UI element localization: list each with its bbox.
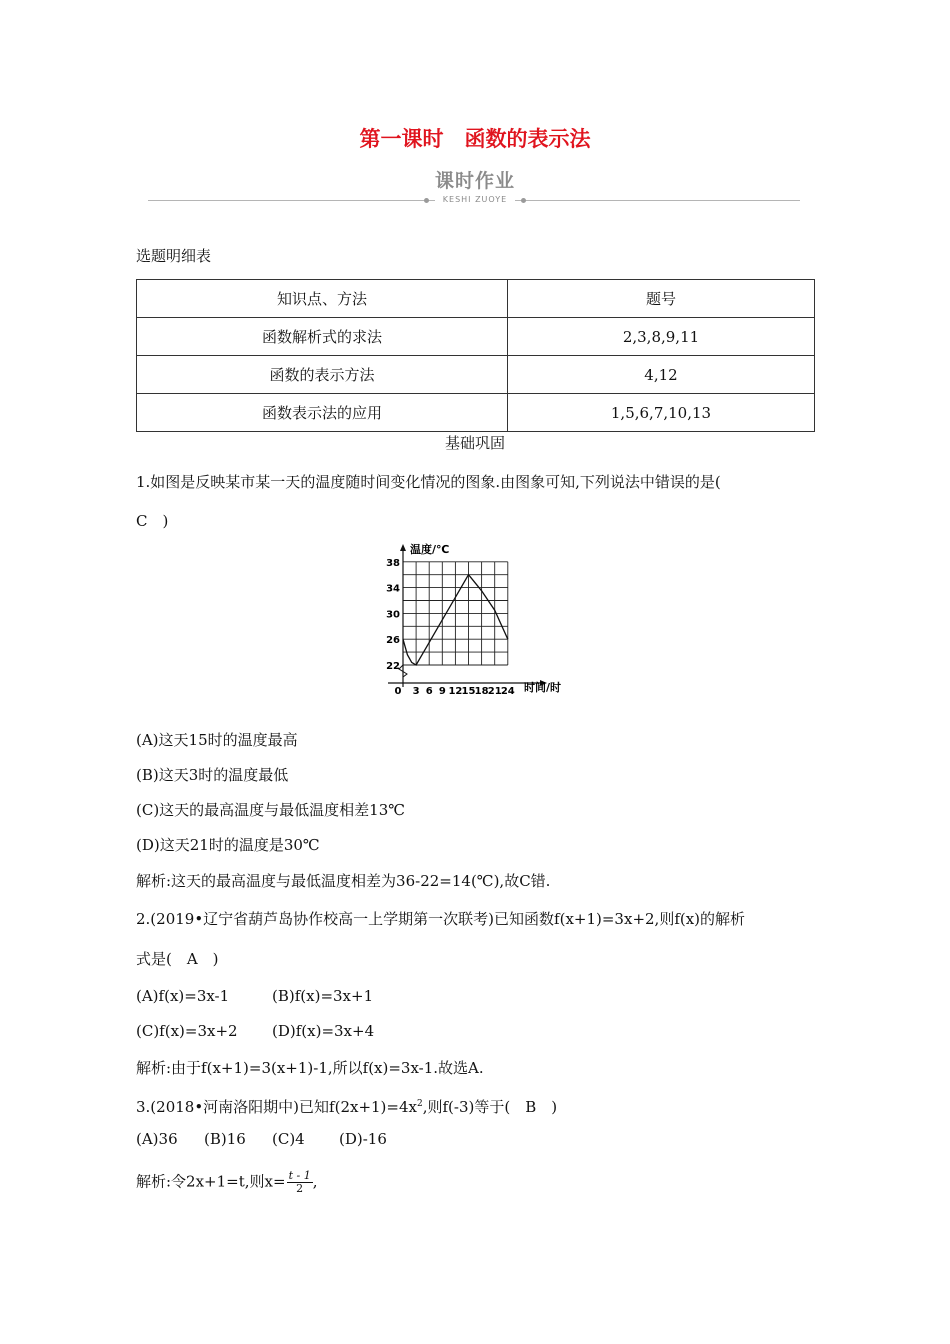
q2-option-a: (A)f(x)=3x-1 [136, 987, 230, 1005]
table-row [137, 394, 815, 432]
page-title: 第一课时 函数的表示法 [359, 127, 591, 151]
q2-analysis: 解析:由于f(x+1)=3(x+1)-1,所以f(x)=3x-1.故选A. [136, 1059, 484, 1077]
x-tick-label: 15 [461, 686, 476, 697]
chart-y-axis-label: 温度/℃ [410, 543, 450, 556]
q1-analysis: 解析:这天的最高温度与最低温度相差为36-22=14(℃),故C错. [136, 872, 551, 890]
q2-option-c: (C)f(x)=3x+2 [136, 1022, 238, 1040]
table-cell: 2,3,8,9,11 [508, 318, 815, 356]
table-header-row [137, 280, 815, 318]
q2-option-d: (D)f(x)=3x+4 [272, 1022, 375, 1040]
chart-x-axis-label: 时间/时 [524, 681, 562, 694]
subtitle-pinyin: KESHI ZUOYE [0, 195, 950, 204]
y-tick-label: 22 [386, 661, 400, 672]
table-row [137, 356, 815, 394]
table-cell: 函数表示法的应用 [137, 394, 508, 432]
q3-option-c: (C)4 [272, 1130, 305, 1148]
fraction: $\frac{t - 1}{2}$ [288, 1169, 311, 1195]
temperature-chart [380, 538, 570, 698]
q1-option-b: (B)这天3时的温度最低 [136, 766, 289, 784]
q3-option-b: (B)16 [204, 1130, 246, 1148]
table-cell: 4,12 [508, 356, 815, 394]
x-tick-label: 3 [412, 686, 420, 697]
q2-stem-line1: 2.(2019•辽宁省葫芦岛协作校高一上学期第一次联考)已知函数f(x+1)=3x+2,则f(x)的解析 [136, 910, 746, 928]
q1-stem: 1.如图是反映某市某一天的温度随时间变化情况的图象.由图象可知,下列说法中错误的是( [136, 473, 721, 491]
q3-analysis: 解析:令2x+1=t,则x= $\frac{t - 1}{2}$ , [136, 1169, 318, 1195]
table-header-cell: 题号 [508, 280, 815, 318]
y-tick-label: 26 [386, 635, 400, 647]
table-cell: 1,5,6,7,10,13 [508, 394, 815, 432]
y-axis-arrow [400, 544, 406, 551]
y-tick-label: 30 [386, 609, 400, 621]
y-tick-label: 38 [386, 557, 400, 569]
table-cell: 函数解析式的求法 [137, 318, 508, 356]
chart-axes [388, 544, 547, 687]
table-caption: 选题明细表 [136, 247, 212, 265]
x-tick-label: 18 [474, 686, 489, 697]
q3-option-a: (A)36 [136, 1130, 178, 1148]
x-tick-label: 0 [394, 686, 402, 697]
x-tick-label: 9 [438, 686, 446, 697]
q3-stem: 3.(2018•河南洛阳期中)已知$f(2x+1)=4x^2$,则f(-3)等于( B ) [136, 1098, 558, 1116]
x-tick-label: 21 [487, 686, 502, 697]
q1-answer: C ) [136, 512, 169, 530]
section-title: 基础巩固 [444, 434, 505, 452]
chart-grid [403, 562, 508, 665]
q2-stem-line2: 式是( A ) [136, 950, 219, 968]
question-detail-table [136, 279, 815, 432]
x-tick-label: 6 [425, 686, 433, 697]
chart-ticks [386, 558, 515, 697]
q1-option-d: (D)这天21时的温度是30℃ [136, 836, 320, 854]
x-tick-label: 12 [448, 686, 463, 697]
y-tick-label: 34 [386, 583, 400, 595]
q1-option-a: (A)这天15时的温度最高 [136, 731, 298, 749]
table-header-cell: 知识点、方法 [137, 280, 508, 318]
page-subtitle: 课时作业 [434, 170, 515, 192]
table-cell: 函数的表示方法 [137, 356, 508, 394]
q3-option-d: (D)-16 [339, 1130, 387, 1148]
q2-option-b: (B)f(x)=3x+1 [272, 987, 374, 1005]
table-row [137, 318, 815, 356]
q1-option-c: (C)这天的最高温度与最低温度相差13℃ [136, 801, 406, 819]
x-tick-label: 24 [500, 686, 515, 697]
